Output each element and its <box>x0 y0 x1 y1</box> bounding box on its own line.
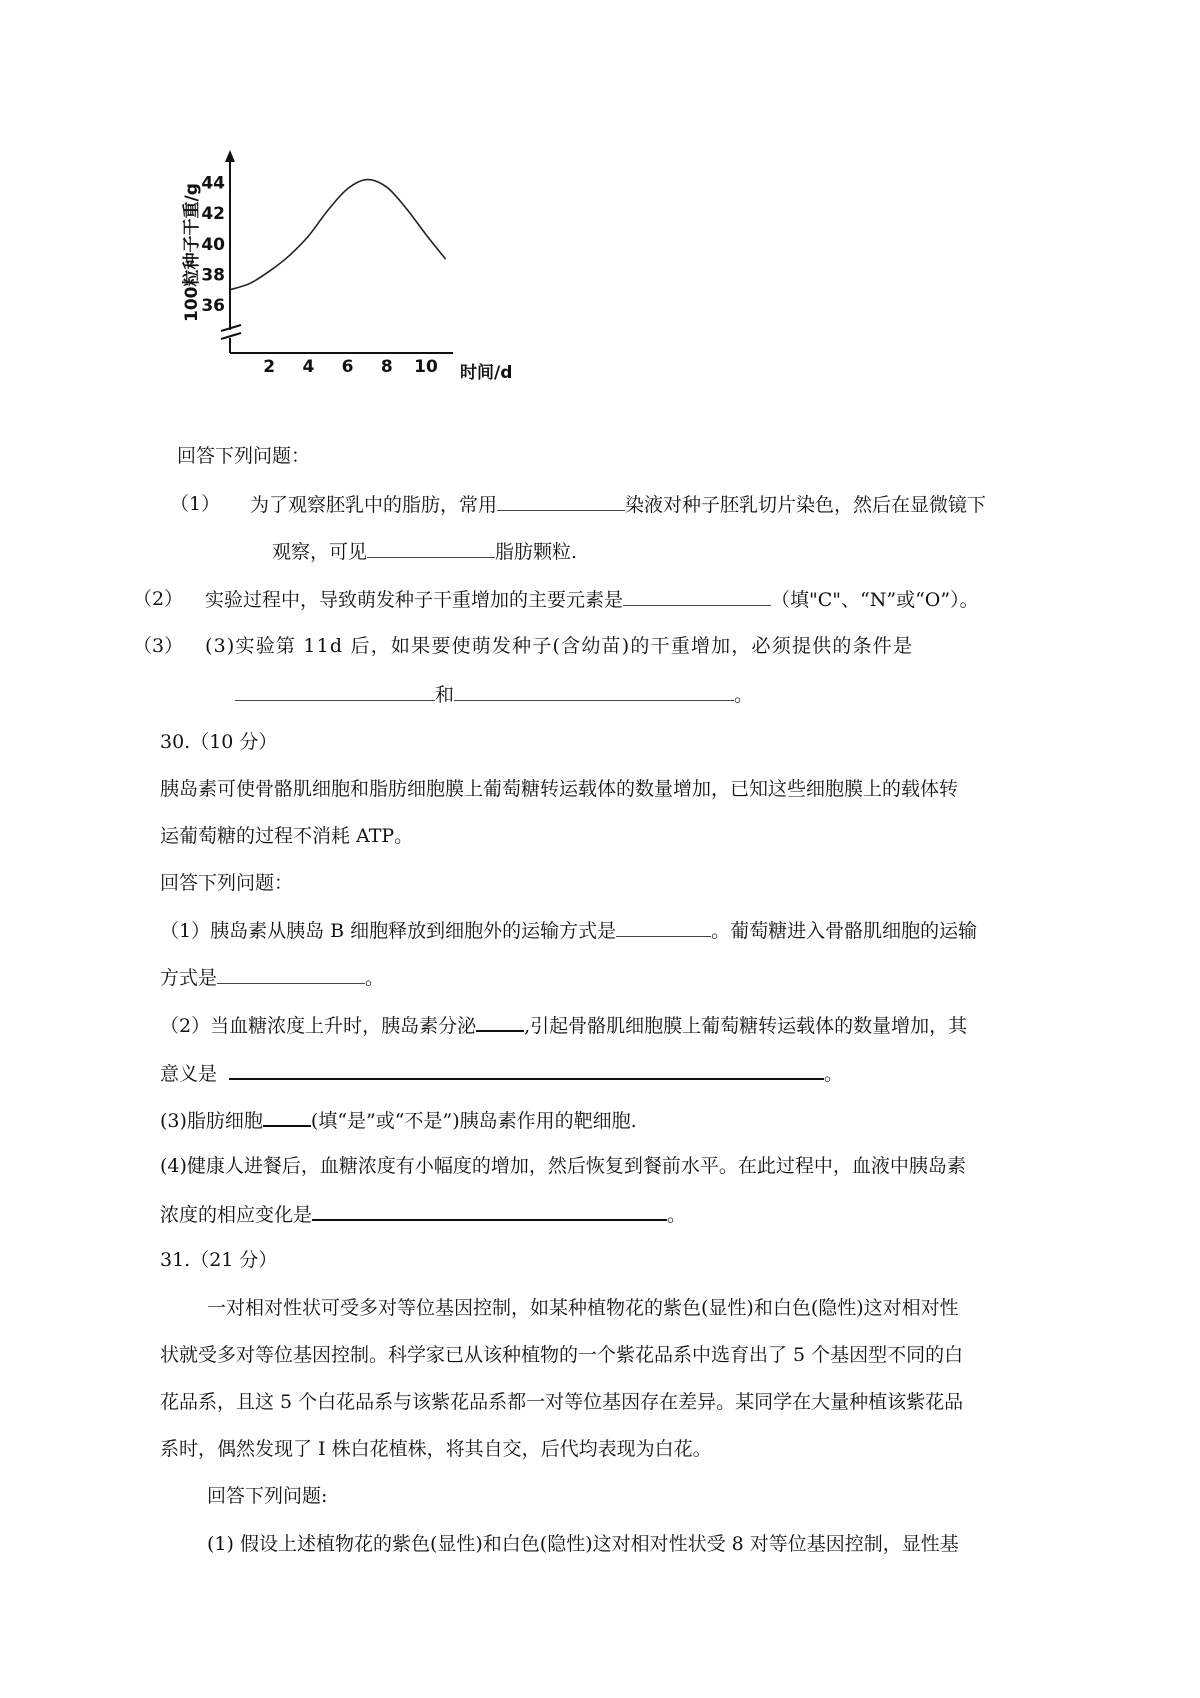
q29-part2-text-a: 实验过程中，导致萌发种子干重增加的主要元素是 <box>205 589 624 611</box>
q29-part2-text-b: （填"C"、“N”或“O”）。 <box>771 589 979 611</box>
answer-blank[interactable] <box>367 539 495 558</box>
y-axis-label: 100粒种子干重/g <box>182 183 202 322</box>
q30-sub3-text-a: (3)脂肪细胞 <box>160 1110 263 1132</box>
q29-part3-number: （3） <box>133 635 184 657</box>
y-tick-label: 36 <box>201 296 225 316</box>
answer-blank[interactable] <box>312 1201 667 1221</box>
q30-intro: 回答下列问题： <box>160 872 294 894</box>
q29-part1-number: （1） <box>170 493 221 515</box>
axes <box>221 150 453 353</box>
x-tick-label: 6 <box>341 357 354 377</box>
answer-blank[interactable] <box>454 682 734 701</box>
q30-sub2-line2 <box>160 1060 843 1086</box>
q30-sub1-text-c: 方式是 <box>160 967 218 989</box>
q30-title: 30.（10 分） <box>160 731 278 753</box>
q30-sub3-line <box>160 1107 637 1133</box>
q30-sub1-line1 <box>160 918 977 943</box>
q29-part3-end: 。 <box>734 684 754 706</box>
answer-blank[interactable] <box>616 918 711 937</box>
q30-sub4-text-b: 浓度的相应变化是 <box>160 1204 313 1226</box>
q29-part1-text-a: 为了观察胚乳中的脂肪，常用 <box>250 494 498 516</box>
answer-blank[interactable] <box>623 587 771 606</box>
q30-sub1-text-b: 。葡萄糖进入骨骼肌细胞的运输 <box>711 920 978 942</box>
x-tick-label: 4 <box>302 357 315 377</box>
q29-part1-text-d: 脂肪颗粒. <box>495 541 578 563</box>
q31-para-line3: 花品系，且这 5 个白花品系与该紫花品系都一对等位基因存在差异。某同学在大量种植该紫花品 <box>160 1391 964 1413</box>
q30-sub1-text-d: 。 <box>365 967 385 989</box>
q29-part1-text-c: 观察，可见 <box>272 541 368 563</box>
q30-sub2-line1 <box>160 1012 967 1038</box>
q29-intro: 回答下列问题： <box>177 445 311 467</box>
q30-sub3-text-b: (填“是”或“不是”)胰岛素作用的靶细胞. <box>310 1110 637 1132</box>
x-axis-label: 时间/d <box>460 363 513 383</box>
q30-stem-line1: 胰岛素可使骨骼肌细胞和脂肪细胞膜上葡萄糖转运载体的数量增加，已知这些细胞膜上的载体转 <box>160 778 959 800</box>
q29-part1-line2 <box>272 539 577 564</box>
answer-blank[interactable] <box>476 1012 524 1032</box>
q31-para-line4: 系时，偶然发现了 I 株白花植株，将其自交，后代均表现为白花。 <box>160 1438 712 1460</box>
y-tick-label: 42 <box>201 204 225 225</box>
y-tick-label: 38 <box>201 265 225 286</box>
x-tick-label: 2 <box>263 357 276 377</box>
answer-blank[interactable] <box>497 492 625 511</box>
q29-part1-line1 <box>250 492 986 517</box>
q30-sub2-text-b: ,引起骨骼肌细胞膜上葡萄糖转运载体的数量增加，其 <box>524 1015 968 1037</box>
q30-sub4-line2 <box>160 1201 686 1227</box>
q31-sub1-line1: (1) 假设上述植物花的紫色(显性)和白色(隐性)这对相对性状受 8 对等位基因控制，显性基 <box>207 1533 959 1555</box>
q29-part3-line1: (3)实验第 11d 后，如果要使萌发种子(含幼苗)的干重增加，必须提供的条件是 <box>205 635 914 657</box>
q31-para-line2: 状就受多对等位基因控制。科学家已从该种植物的一个紫花品系中选育出了 5 个基因型不同的白 <box>160 1344 964 1366</box>
x-tick-label: 10 <box>414 357 438 377</box>
q30-sub1-text-a: （1）胰岛素从胰岛 B 细胞释放到细胞外的运输方式是 <box>160 920 617 942</box>
q29-part2-line <box>205 587 979 612</box>
answer-blank[interactable] <box>263 1107 311 1127</box>
y-tick-label: 44 <box>201 173 225 194</box>
q30-sub2-text-a: （2）当血糖浓度上升时，胰岛素分泌 <box>160 1015 477 1037</box>
q29-part3-line2 <box>235 682 753 707</box>
q30-sub2-text-c: 意义是 <box>160 1063 218 1085</box>
y-tick-label: 40 <box>201 234 225 255</box>
q31-title: 31.（21 分） <box>160 1249 278 1271</box>
series-line <box>230 180 446 290</box>
q30-stem-line2: 运葡萄糖的过程不消耗 ATP。 <box>160 825 414 847</box>
seed-dry-weight-chart <box>182 150 545 390</box>
q29-part3-and: 和 <box>435 684 455 706</box>
q29-part2-number: （2） <box>133 588 184 610</box>
y-tick-labels <box>201 174 225 316</box>
x-tick-label: 8 <box>380 357 393 377</box>
answer-blank[interactable] <box>235 682 435 701</box>
q30-sub1-line2 <box>160 965 384 990</box>
answer-blank[interactable] <box>229 1060 824 1080</box>
q31-para-line1: 一对相对性状可受多对等位基因控制，如某种植物花的紫色(显性)和白色(隐性)这对相对性 <box>207 1297 959 1319</box>
q31-intro: 回答下列问题: <box>207 1485 328 1507</box>
x-tick-labels <box>263 357 438 377</box>
q30-sub2-text-d: 。 <box>824 1063 844 1085</box>
q30-sub4-line1: (4)健康人进餐后，血糖浓度有小幅度的增加，然后恢复到餐前水平。在此过程中，血液中胰岛素 <box>160 1155 966 1177</box>
q30-sub4-text-c: 。 <box>667 1204 687 1226</box>
y-axis-arrow <box>225 150 235 162</box>
q29-part1-text-b: 染液对种子胚乳切片染色，然后在显微镜下 <box>625 494 987 516</box>
answer-blank[interactable] <box>217 965 365 984</box>
